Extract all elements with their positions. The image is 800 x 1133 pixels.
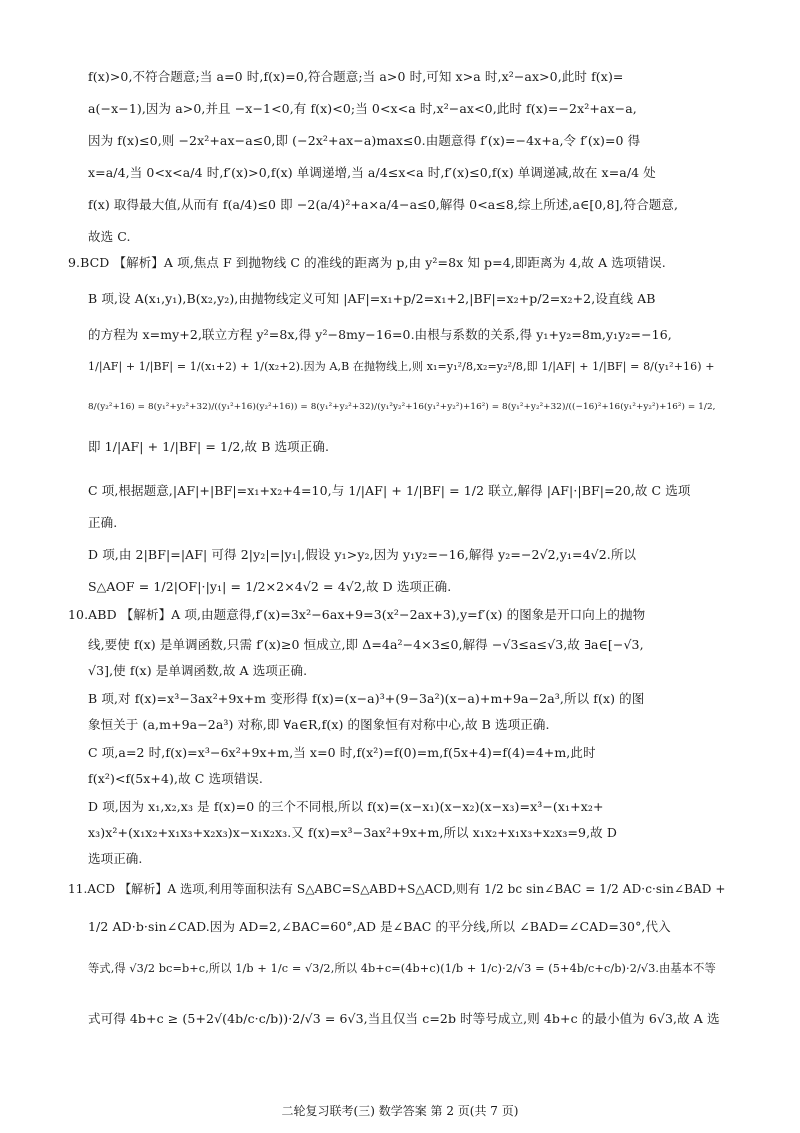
page-footer: 二轮复习联考(三) 数学答案 第 2 页(共 7 页) [281, 1104, 519, 1118]
text-line: a(−x−1),因为 a>0,并且 −x−1<0,有 f(x)<0;当 0<x<a 时,x²−ax<0,此时 f(x)=−2x²+ax−a, [88, 101, 637, 116]
text-line: 因为 f(x)≤0,则 −2x²+ax−a≤0,即 (−2x²+ax−a)max≤0.由题意得 f′(x)=−4x+a,令 f′(x)=0 得 [88, 133, 641, 148]
text-line: S△AOF = 1/2|OF|·|y₁| = 1/2×2×4√2 = 4√2,故 D 选项正确. [88, 579, 452, 594]
text-line: f(x) 取得最大值,从而有 f(a/4)≤0 即 −2(a/4)²+a×a/4−a≤0,解得 0<a≤8,综上所述,a∈[0,8],符合题意, [88, 197, 679, 212]
question-10-header: 10.ABD 【解析】A 项,由题意得,f′(x)=3x²−6ax+9=3(x²−2ax+3),y=f′(x) 的图象是开口向上的抛物 [68, 607, 646, 622]
formula-line: 1/|AF| + 1/|BF| = 1/(x₁+2) + 1/(x₂+2).因为 A,B 在抛物线上,则 x₁=y₁²/8,x₂=y₂²/8,即 1/|AF| + 1/|BF| = 8/(y₁²+16) + [88, 360, 715, 373]
text-line: 1/2 AD·b·sin∠CAD.因为 AD=2,∠BAC=60°,AD 是∠BAC 的平分线,所以 ∠BAD=∠CAD=30°,代入 [88, 919, 671, 934]
text-line: x=a/4,当 0<x<a/4 时,f′(x)>0,f(x) 单调递增,当 a/4≤x<a 时,f′(x)≤0,f(x) 单调递减,故在 x=a/4 处 [88, 165, 656, 180]
text-line: x₃)x²+(x₁x₂+x₁x₃+x₂x₃)x−x₁x₂x₃.又 f(x)=x³−3ax²+9x+m,所以 x₁x₂+x₁x₃+x₂x₃=9,故 D [88, 825, 617, 840]
text-line: √3],使 f(x) 是单调函数,故 A 选项正确. [88, 663, 308, 678]
text-line: 象恒关于 (a,m+9a−2a³) 对称,即 ∀a∈R,f(x) 的图象恒有对称中心,故 B 选项正确. [88, 717, 550, 732]
text-line: 即 1/|AF| + 1/|BF| = 1/2,故 B 选项正确. [88, 439, 330, 454]
formula-line: 等式,得 √3/2 bc=b+c,所以 1/b + 1/c = √3/2,所以 4b+c=(4b+c)(1/b + 1/c)·2/√3 = (5+4b/c+c/b)·2/√3.由基本不等 [88, 962, 716, 975]
text-line: f(x²)<f(5x+4),故 C 选项错误. [88, 771, 263, 786]
question-11-header: 11.ACD 【解析】A 选项,利用等面积法有 S△ABC=S△ABD+S△ACD,则有 1/2 bc sin∠BAC = 1/2 AD·c·sin∠BAD + [68, 882, 726, 896]
text-line: f(x)>0,不符合题意;当 a=0 时,f(x)=0,符合题意;当 a>0 时,可知 x>a 时,x²−ax>0,此时 f(x)= [88, 69, 624, 84]
formula-line: 8/(y₂²+16) = 8(y₁²+y₂²+32)/((y₁²+16)(y₂²+16)) = 8(y₁²+y₂²+32)/(y₁²y₂²+16(y₁²+y₂²)+16²) = 8(y₁²+y₂²+32)/((−16)²+16(y₁²+y₂²)+16²) = 1/2, [88, 402, 716, 412]
text-line: 故选 C. [88, 229, 131, 244]
text-line: D 项,由 2|BF|=|AF| 可得 2|y₂|=|y₁|,假设 y₁>y₂,因为 y₁y₂=−16,解得 y₂=−2√2,y₁=4√2.所以 [88, 547, 637, 562]
formula-line: 式可得 4b+c ≥ (5+2√(4b/c·c/b))·2/√3 = 6√3,当且仅当 c=2b 时等号成立,则 4b+c 的最小值为 6√3,故 A 选 [88, 1011, 720, 1026]
text-line: 线,要使 f(x) 是单调函数,只需 f′(x)≥0 恒成立,即 Δ=4a²−4×3≤0,解得 −√3≤a≤√3,故 ∃a∈[−√3, [88, 637, 644, 652]
text-line: 正确. [88, 515, 118, 530]
question-9-header: 9.BCD 【解析】A 项,焦点 F 到抛物线 C 的准线的距离为 p,由 y²=8x 知 p=4,即距离为 4,故 A 选项错误. [68, 255, 666, 270]
text-line: B 项,对 f(x)=x³−3ax²+9x+m 变形得 f(x)=(x−a)³+(9−3a²)(x−a)+m+9a−2a³,所以 f(x) 的图 [88, 691, 645, 706]
text-line: C 项,根据题意,|AF|+|BF|=x₁+x₂+4=10,与 1/|AF| + 1/|BF| = 1/2 联立,解得 |AF|·|BF|=20,故 C 选项 [88, 483, 691, 498]
text-line: C 项,a=2 时,f(x)=x³−6x²+9x+m,当 x=0 时,f(x²)=f(0)=m,f(5x+4)=f(4)=4+m,此时 [88, 745, 596, 760]
text-line: 的方程为 x=my+2,联立方程 y²=8x,得 y²−8my−16=0.由根与系数的关系,得 y₁+y₂=8m,y₁y₂=−16, [88, 327, 672, 342]
text-line: B 项,设 A(x₁,y₁),B(x₂,y₂),由抛物线定义可知 |AF|=x₁+p/2=x₁+2,|BF|=x₂+p/2=x₂+2,设直线 AB [88, 291, 656, 306]
text-line: 选项正确. [88, 851, 143, 866]
text-line: D 项,因为 x₁,x₂,x₃ 是 f(x)=0 的三个不同根,所以 f(x)=(x−x₁)(x−x₂)(x−x₃)=x³−(x₁+x₂+ [88, 799, 604, 814]
